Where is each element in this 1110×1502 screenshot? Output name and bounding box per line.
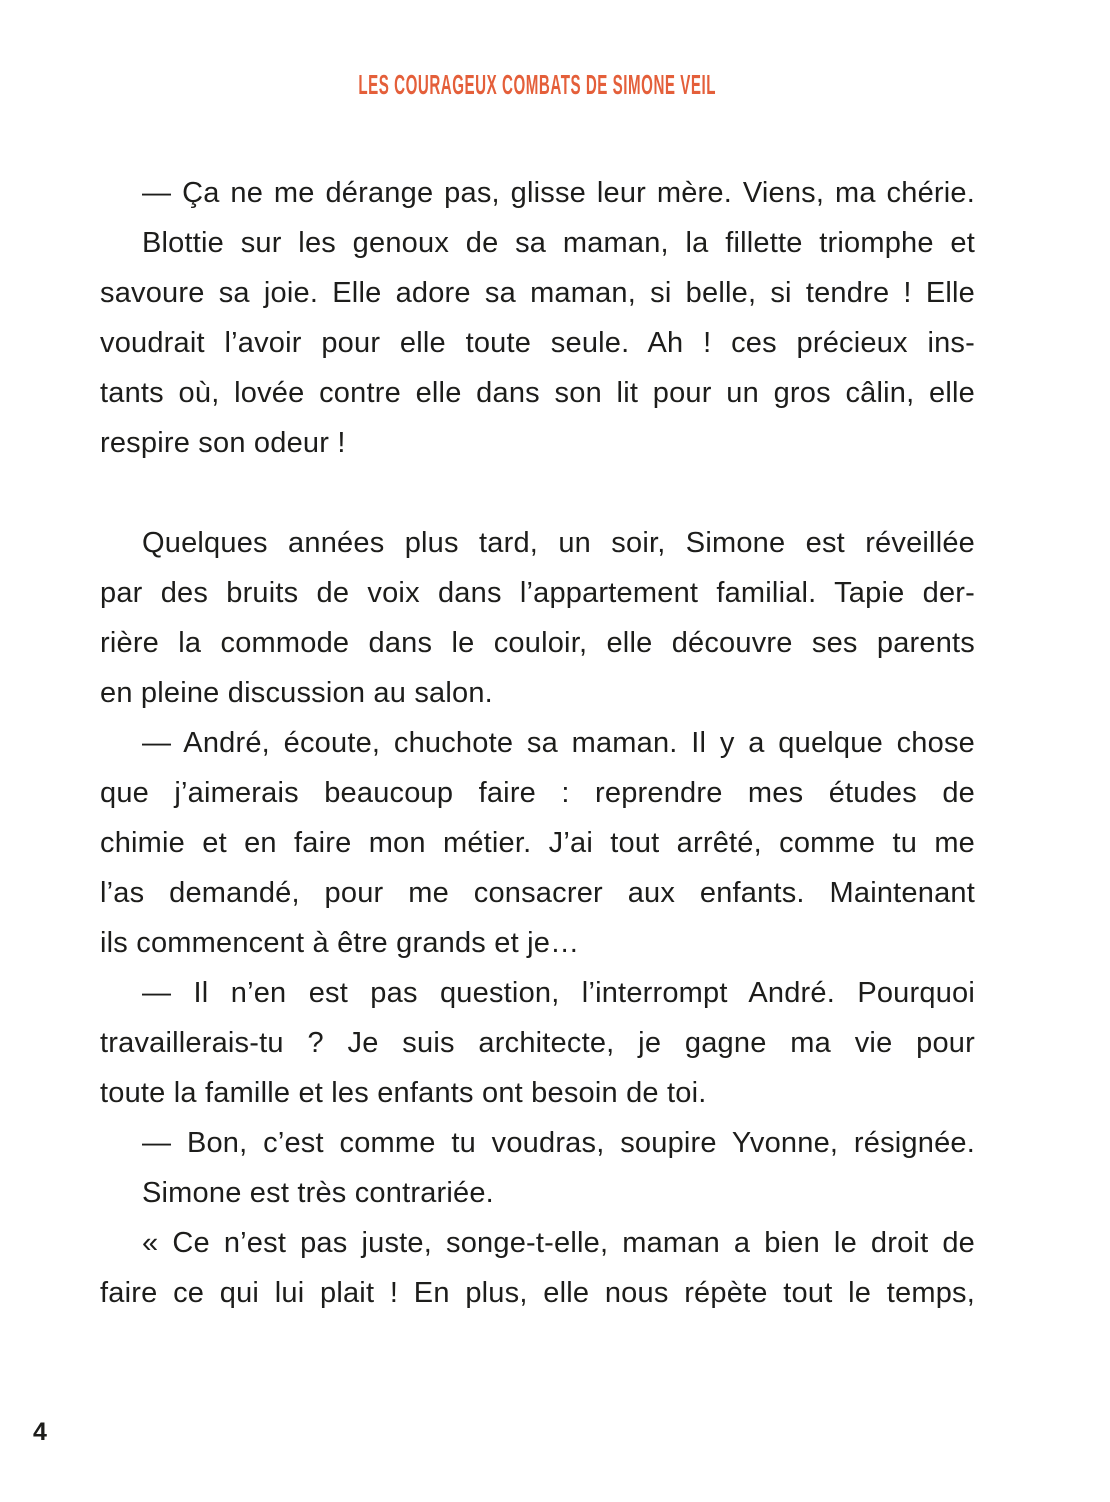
text-line: voudrait l’avoir pour elle toute seule. Ah ! ces précieux ins- bbox=[100, 327, 975, 359]
text-line: — Bon, c’est comme tu voudras, soupire Yvonne, résignée. bbox=[142, 1127, 975, 1159]
running-header-text: LES COURAGEUX COMBATS DE SIMONE VEIL bbox=[358, 69, 717, 100]
running-header bbox=[100, 70, 975, 100]
text-line: toute la famille et les enfants ont besoin de toi. bbox=[100, 1077, 707, 1109]
text-line: — Il n’en est pas question, l’interrompt André. Pourquoi bbox=[142, 977, 975, 1009]
text-line: « Ce n’est pas juste, songe-t-elle, maman a bien le droit de bbox=[142, 1227, 975, 1259]
text-line: en pleine discussion au salon. bbox=[100, 677, 493, 709]
text-line: par des bruits de voix dans l’appartement familial. Tapie der- bbox=[100, 577, 975, 609]
text-line: faire ce qui lui plait ! En plus, elle nous répète tout le temps, bbox=[100, 1277, 975, 1309]
page-text bbox=[100, 168, 975, 1318]
text-line: que j’aimerais beaucoup faire : reprendre mes études de bbox=[100, 777, 975, 809]
text-line: Blottie sur les genoux de sa maman, la fillette triomphe et bbox=[142, 227, 975, 259]
text-line: — André, écoute, chuchote sa maman. Il y a quelque chose bbox=[142, 727, 975, 759]
text-line: Quelques années plus tard, un soir, Simone est réveillée bbox=[142, 527, 975, 559]
text-line: travaillerais-tu ? Je suis architecte, je gagne ma vie pour bbox=[100, 1027, 975, 1059]
text-line: tants où, lovée contre elle dans son lit pour un gros câlin, elle bbox=[100, 377, 975, 409]
text-line: ils commencent à être grands et je… bbox=[100, 927, 580, 959]
page-number: 4 bbox=[33, 1418, 47, 1446]
text-line: — Ça ne me dérange pas, glisse leur mère. Viens, ma chérie. bbox=[142, 177, 975, 209]
text-line: savoure sa joie. Elle adore sa maman, si belle, si tendre ! Elle bbox=[100, 277, 975, 309]
text-line: chimie et en faire mon métier. J’ai tout arrêté, comme tu me bbox=[100, 827, 975, 859]
text-line: Simone est très contrariée. bbox=[142, 1177, 494, 1209]
text-line: respire son odeur ! bbox=[100, 427, 346, 459]
text-line: rière la commode dans le couloir, elle découvre ses parents bbox=[100, 627, 975, 659]
text-line: l’as demandé, pour me consacrer aux enfants. Maintenant bbox=[100, 877, 975, 909]
